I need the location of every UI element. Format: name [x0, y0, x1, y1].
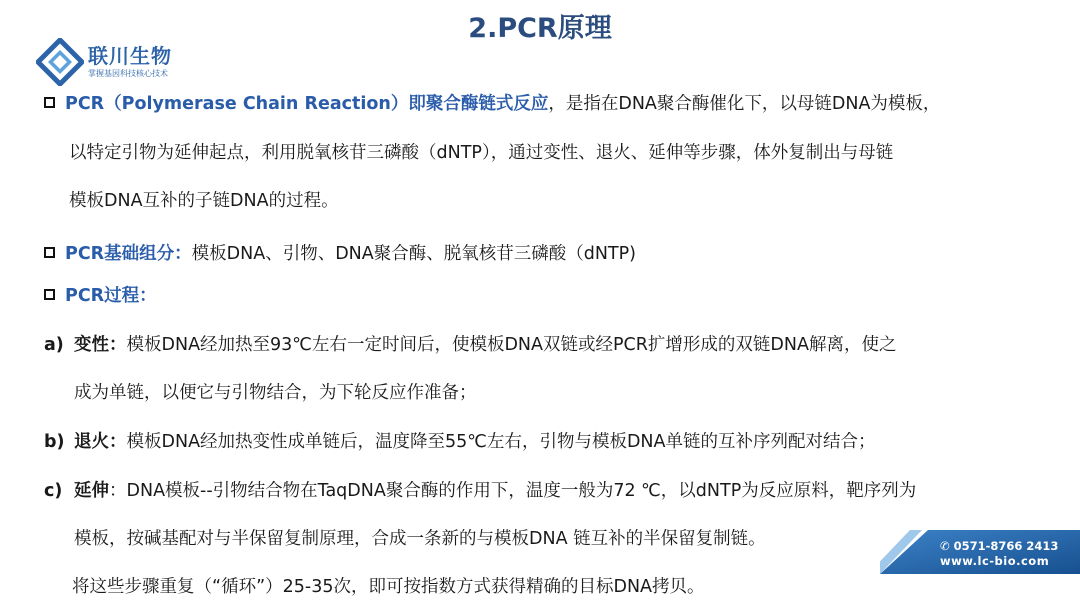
step-text: 模板DNA经加热变性成单链后，温度降至55℃左右，引物与模板DNA单链的互补序列配对结合；	[126, 432, 876, 452]
step-name: 延伸	[74, 481, 109, 501]
slide-title: 2.PCR原理	[468, 13, 612, 44]
process-heading	[44, 282, 157, 307]
step-c-line-1	[44, 477, 916, 502]
contact-website[interactable]: www.lc-bio.com	[940, 554, 1050, 568]
step-c-line-2: 模板，按碱基配对与半保留复制原理，合成一条新的与模板DNA 链互补的半保留复制链。	[74, 529, 766, 549]
square-bullet-icon	[44, 97, 55, 108]
step-b-line-1	[44, 428, 876, 453]
intro-line-2: 以特定引物为延伸起点，利用脱氧核苷三磷酸（dNTP），通过变性、退火、延伸等步骤，体外复制出与母链	[69, 143, 894, 163]
step-tag: a)	[44, 335, 64, 355]
intro-line-1	[44, 90, 940, 115]
step-a-line-2: 成为单链，以便它与引物结合，为下轮反应作准备；	[74, 383, 477, 403]
contact-banner	[880, 530, 1080, 574]
logo-name: 联川生物	[88, 44, 172, 68]
step-name: 变性：	[74, 335, 127, 355]
step-text: 模板DNA经加热至93℃左右一定时间后，使模板DNA双链或经PCR扩增形成的双链DNA解离，使之	[126, 335, 897, 355]
process-label: PCR过程：	[65, 286, 157, 306]
logo-diamond-icon	[36, 38, 84, 86]
intro-term: PCR（Polymerase Chain Reaction）即聚合酶链式反应	[65, 94, 549, 114]
step-tag: c)	[44, 481, 63, 501]
step-a-line-1	[44, 331, 896, 356]
logo-tagline: 掌握基因科技核心技术	[88, 69, 168, 78]
step-name: 退火：	[74, 432, 127, 452]
intro-line1-rest: ，是指在DNA聚合酶催化下，以母链DNA为模板，	[548, 94, 941, 114]
intro-line-3: 模板DNA互补的子链DNA的过程。	[69, 191, 339, 211]
closing-line: 将这些步骤重复（“循环”）25-35次，即可按指数方式获得精确的目标DNA拷贝。	[72, 577, 705, 597]
contact-phone: ✆ 0571-8766 2413	[940, 539, 1059, 553]
components-label: PCR基础组分：	[65, 244, 192, 264]
components-line	[44, 240, 636, 265]
step-tag: b)	[44, 432, 65, 452]
components-text: 模板DNA、引物、DNA聚合酶、脱氧核苷三磷酸（dNTP)	[191, 244, 636, 264]
square-bullet-icon	[44, 289, 55, 300]
square-bullet-icon	[44, 247, 55, 258]
step-text: ：DNA模板--引物结合物在TaqDNA聚合酶的作用下，温度一般为72 ℃，以dNTP为反应原料，靶序列为	[109, 481, 917, 501]
